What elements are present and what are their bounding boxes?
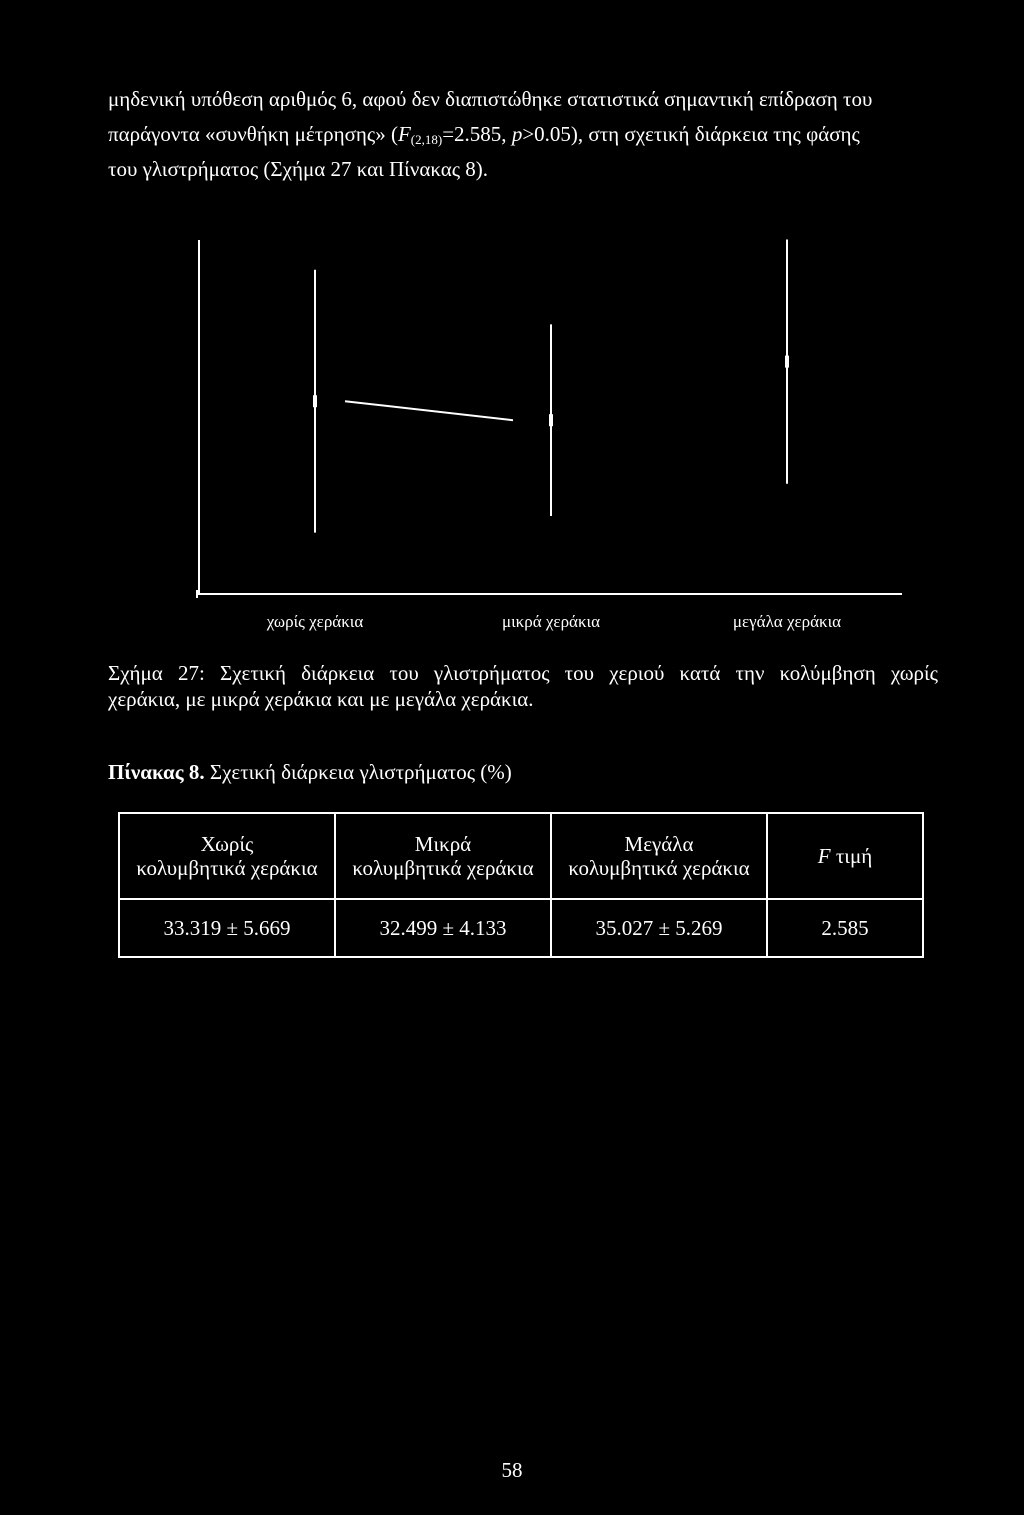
cell-small-paddles: 32.499 ± 4.133: [335, 899, 551, 957]
category-label-1: μικρά χεράκια: [501, 612, 601, 631]
slide-duration-chart: [0, 0, 1024, 660]
f-symbol: F: [397, 122, 411, 146]
cell-f-value: 2.585: [767, 899, 923, 957]
series-line-segment: [345, 401, 513, 420]
cell-large-paddles: 35.027 ± 5.269: [551, 899, 767, 957]
header-f-symbol: F: [817, 844, 831, 868]
header-no-paddles-line2: κολυμβητικά χεράκια: [136, 856, 318, 880]
category-label-2: μεγάλα χεράκια: [732, 612, 842, 631]
page-number: 58: [501, 1458, 523, 1482]
paragraph-line-2-pre: παράγοντα «συνθήκη μέτρησης» (: [108, 122, 398, 146]
mean-point-1: [549, 414, 553, 426]
results-table: [118, 812, 924, 958]
header-f-value: [767, 813, 923, 899]
table-title: [108, 760, 512, 785]
header-small-paddles-line2: κολυμβητικά χεράκια: [352, 856, 534, 880]
header-small-paddles-line1: Μικρά: [414, 832, 472, 856]
cell-no-paddles: 33.319 ± 5.669: [119, 899, 335, 957]
header-no-paddles-line1: Χωρίς: [200, 832, 254, 856]
table-title-text: Σχετική διάρκεια γλιστρήματος (%): [204, 760, 512, 784]
header-small-paddles: [335, 813, 551, 899]
table-row: [119, 899, 923, 957]
table-header-row: [119, 813, 923, 899]
caption-line-1: Σχήμα 27: Σχετική διάρκεια του γλιστρήματος του χεριού κατά την κολύμβηση χωρίς: [108, 661, 938, 685]
paragraph-line-2-post: >0.05), στη σχετική διάρκεια της φάσης: [522, 122, 860, 146]
category-label-0: χωρίς χεράκια: [266, 612, 364, 631]
mean-point-2: [785, 356, 789, 368]
figure-caption: [108, 660, 938, 712]
mean-point-0: [313, 395, 317, 407]
f-value: =2.585,: [442, 122, 512, 146]
p-symbol: p: [511, 122, 523, 146]
header-large-paddles: [551, 813, 767, 899]
f-subscript: (2,18): [410, 132, 443, 147]
paragraph-line-3: του γλιστρήματος (Σχήμα 27 και Πίνακας 8).: [108, 157, 489, 181]
table-number: Πίνακας 8.: [108, 760, 205, 784]
header-no-paddles: [119, 813, 335, 899]
header-f-text: τιμή: [830, 844, 873, 868]
caption-line-2: χεράκια, με μικρά χεράκια και με μεγάλα χεράκια.: [108, 687, 534, 711]
paragraph-line-1: μηδενική υπόθεση αριθμός 6, αφού δεν διαπιστώθηκε στατιστικά σημαντική επίδραση του: [108, 87, 873, 111]
header-large-paddles-line2: κολυμβητικά χεράκια: [568, 856, 750, 880]
header-large-paddles-line1: Μεγάλα: [624, 832, 694, 856]
